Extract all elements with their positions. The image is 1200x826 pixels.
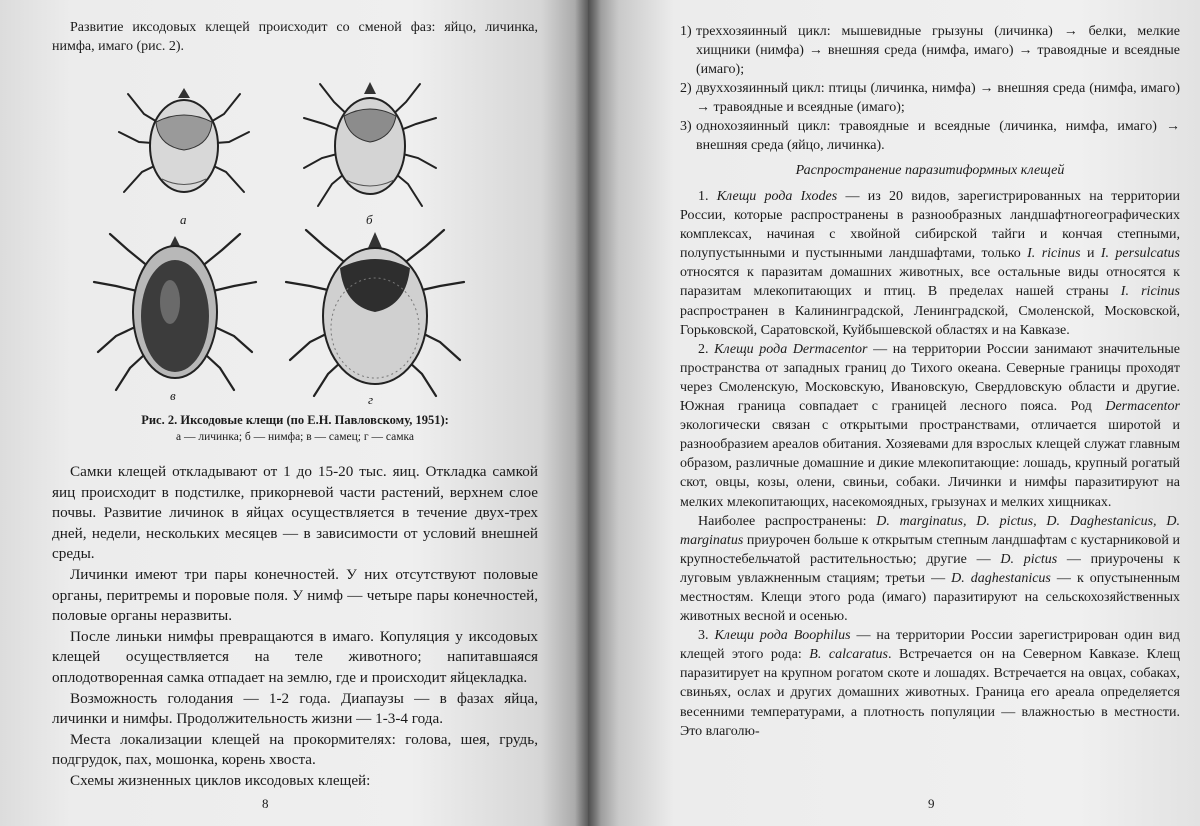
page-number-right: 9 [928, 796, 935, 811]
p1-species-2: I. persulcatus [1100, 246, 1180, 262]
tick-nymph-image [300, 80, 440, 210]
p3-a: Наиболее распространены: [698, 513, 877, 529]
p3-b: приурочен больше к открытым степным ландшафтам с кустарниковой и крупностебельчатой растительностью; другие — [680, 532, 1180, 567]
list-item-number: 1) [680, 24, 692, 39]
p1-lead: 1. [698, 189, 717, 204]
p3-d: — к опустыненным местностям. Клещи этого рода (имаго) паразитируют на сельскохозяйственных животных весной и осенью. [680, 570, 1180, 625]
paragraph-larvae: Личинки имеют три пары конечностей. У них отсутствуют половые органы, перитремы и поровые поля. У нимф — четыре пары конечностей, половые органы неразвиты. [52, 565, 538, 625]
p1-species-3: I. ricinus [1120, 284, 1180, 300]
figure-label-b: б [366, 212, 373, 227]
section-title: Распространение паразитиформных клещей [795, 163, 1065, 178]
p2-genus: Клещи рода Dermacentor [714, 341, 868, 357]
list-item-number: 3) [680, 119, 692, 134]
paragraph-boophilus [680, 626, 1180, 741]
paragraph-molting: После линьки нимфы превращаются в имаго. Копуляция у иксодовых клещей осуществляется на теле животного; напитавшаяся оплодотворенная самка отпадает на землю, где и происходит яйцекладка. [52, 627, 538, 686]
paragraph-dermacentor-species [680, 512, 1180, 627]
p3-species-3: D. daghestanicus [951, 570, 1051, 586]
list-item-text: треххозяинный цикл: мышевидные грызуны (личинка) → белки, мелкие хищники (нимфа) → внешняя среда (нимфа, имаго) → травоядные и всеядные (имаго); [696, 24, 1180, 77]
paragraph-eggs: Самки клещей откладывают от 1 до 15-20 тыс. яиц. Откладка самкой яиц происходит в подстилке, прикорневой части растений, верхнем слое почвы. Развитие личинок в яйцах осуществляется в течение двух-трех дней, недели, нескольких месяцев — в зависимости от условий внешней среды. [52, 463, 538, 563]
left-body-text [52, 462, 538, 792]
list-item-text: двуххозяинный цикл: птицы (личинка, нимфа) → внешняя среда (нимфа, имаго) → травоядные и всеядные (имаго); [696, 81, 1180, 115]
tick-male-image [90, 232, 260, 392]
figure-label-a: а [180, 212, 187, 227]
life-cycle-list [680, 22, 1180, 155]
p3-c: — приурочены к луговым увлажненным стациям; третьи — [680, 551, 1181, 586]
list-item [680, 117, 1180, 155]
paragraph-ixodes [680, 187, 1180, 340]
p4-b: . Встречается он на Северном Кавказе. Клещ паразитирует на крупном рогатом скоте и лошадях. Встречается на овцах, собаках, свиньях, ослах и других домашних животных. Граница его ареала определяется весенними температурами, а плотность популяции — влажностью в местности. Это влаголю- [680, 647, 1180, 739]
figure-label-v: в [170, 388, 176, 403]
p1-rest-a: — из 20 видов, зарегистрированных на территории России, которые распространены в разнообразных ландшафтногеографических комплексах, начиная с хвойной сибирской тайги и кончая степными, полупустынными и пустынными ландшафтами, только [680, 189, 1180, 262]
figure-caption-legend: а — личинка; б — нимфа; в — самец; г — самка [176, 431, 414, 443]
p1-rest-c: распространен в Калининградской, Ленинградской, Смоленской, Московской, Горьковской, Саратовской, Куйбышевской областях и на Кавказе. [680, 303, 1180, 338]
list-item [680, 79, 1180, 117]
p3-species-1: D. marginatus, D. pictus, D. Daghestanicus, D. marginatus [680, 513, 1180, 548]
p4-lead: 3. [698, 628, 715, 644]
p1-and: и [1080, 246, 1101, 262]
p1-species-1: I. ricinus [1027, 246, 1081, 262]
p1-rest-b: относятся к паразитам домашних животных, все остальные виды относятся к паразитам млекопитающих и птиц. В пределах нашей страны [680, 265, 1180, 300]
p2-rest-a: — на территории России занимают значительные пространства от западных границ до Тихого океана. Северные границы проходят через Смоленскую, Московскую, Ивановскую, Свердловскую области и другие. Южная граница совпадает с границей лесного пояса. Род [680, 341, 1181, 415]
p2-genus-2: Dermacentor [1105, 399, 1180, 415]
page-number-left: 8 [262, 796, 269, 811]
p2-rest-b: экологически связан с открытыми пространствами, отличается широтой и разнообразием ареалов обитания. Хозяевами для взрослых клещей служат главным образом, различные домашние и дикие млекопитающие: лошадь, крупный рогатый скот, овцы, козы, олени, свиньи, собаки. Личинки и нимфы паразитируют на мелких млекопитающих, насекомоядных, грызунах и мелких хищниках. [680, 418, 1180, 510]
list-item [680, 22, 1180, 79]
paragraph-starvation: Возможность голодания — 1-2 года. Диапаузы — в фазах яйца, личинки и нимфы. Продолжительность жизни — 1-3-4 года. [52, 689, 538, 728]
p2-lead: 2. [698, 341, 715, 357]
page-left [0, 0, 588, 826]
p4-genus: Клещи рода Boophilus [714, 628, 851, 644]
intro-paragraph: Развитие иксодовых клещей происходит со сменой фаз: яйцо, личинка, нимфа, имаго (рис. 2). [52, 20, 538, 54]
ticks-figure [52, 76, 538, 406]
p4-species: B. calcaratus [809, 647, 888, 663]
p1-genus: Клещи рода Ixodes [716, 189, 838, 204]
figure-caption-title: Рис. 2. Иксодовые клещи (по Е.Н. Павловскому, 1951): [141, 413, 449, 427]
page-right [588, 0, 1200, 826]
list-item-number: 2) [680, 81, 692, 96]
paragraph-dermacentor [680, 340, 1180, 512]
figure-caption [52, 412, 538, 446]
figure-label-g: г [368, 392, 374, 407]
p3-species-2: D. pictus [1000, 551, 1058, 567]
paragraph-cycles-intro: Схемы жизненных циклов иксодовых клещей: [70, 771, 371, 789]
list-item-text: однохозяинный цикл: травоядные и всеядные (личинка, нимфа, имаго) → внешняя среда (яйцо, личинка). [696, 119, 1180, 153]
tick-female-image [280, 228, 470, 398]
right-body-text [680, 187, 1180, 741]
paragraph-localization: Места локализации клещей на прокормителях: голова, шея, грудь, подгрудок, пах, мошонка, корень хвоста. [52, 730, 538, 769]
p4-a: — на территории России зарегистрирован один вид клещей этого рода: [680, 628, 1180, 663]
tick-larva-image [114, 84, 254, 209]
